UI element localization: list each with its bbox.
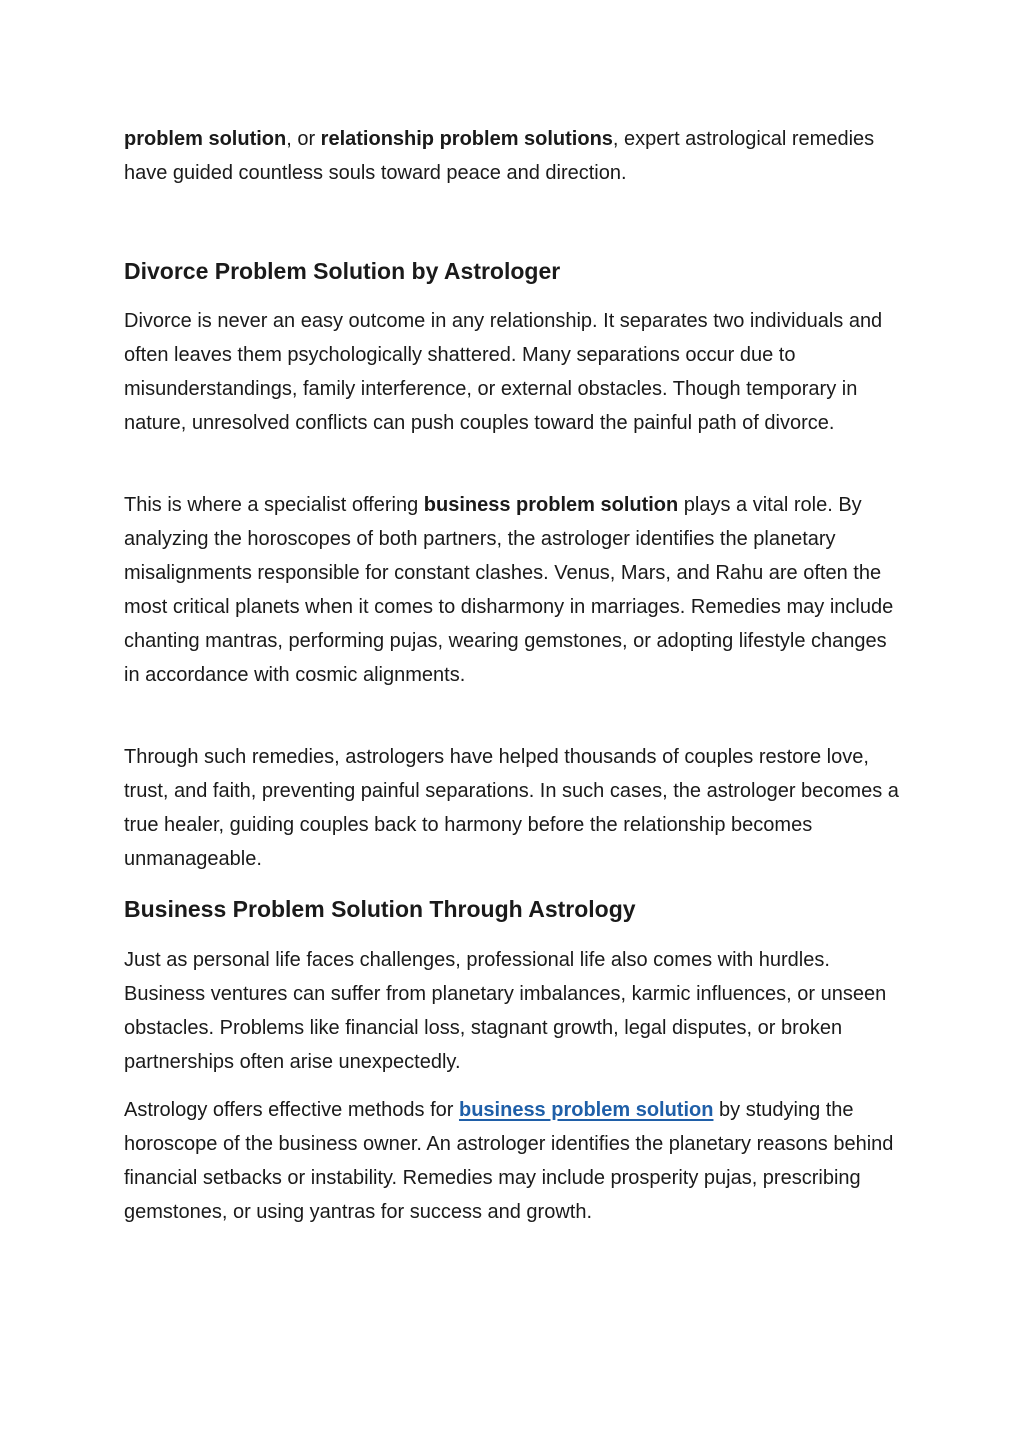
divorce-paragraph-1: Divorce is never an easy outcome in any relationship. It separates two individuals and often leaves them psychologically shattered. Many separations occur due to misunderstandings, family interference, or external obstacles. Though temporary in nature, unresolved conflicts can push couples toward the painful path of divorce. xyxy=(124,310,883,434)
divorce-paragraph-2-lead: This is where a specialist offering xyxy=(124,494,424,516)
business-paragraph-2 xyxy=(124,1093,904,1229)
divorce-paragraph-2 xyxy=(124,488,904,692)
intro-text: , or xyxy=(286,128,321,150)
intro-bold-problem-solution: problem solution xyxy=(124,128,287,150)
intro-text-continued: , expert astrological remedies have guided countless souls toward peace and direction. xyxy=(124,128,875,184)
divorce-paragraph-3: Through such remedies, astrologers have helped thousands of couples restore love, trust, and faith, preventing painful separations. In such cases, the astrologer becomes a true healer, guiding couples back to harmony before the relationship becomes unmanageable. xyxy=(124,746,899,870)
divorce-paragraph-2-rest: plays a vital role. By analyzing the horoscopes of both partners, the astrologer identifies the planetary misalignments responsible for constant clashes. Venus, Mars, and Rahu are often the most critical planets when it comes to disharmony in marriages. Remedies may include chanting mantras, performing pujas, wearing gemstones, or adopting lifestyle changes in accordance with cosmic alignments. xyxy=(124,494,894,686)
divorce-paragraph-2-bold: business problem solution xyxy=(423,494,679,516)
intro-bold-relationship-solutions: relationship problem solutions xyxy=(320,128,613,150)
business-paragraph-2-lead: Astrology offers effective methods for xyxy=(124,1099,459,1121)
business-paragraph-2-rest: by studying the horoscope of the business owner. An astrologer identifies the planetary reasons behind financial setbacks or instability. Remedies may include prosperity pujas, prescribing gemstones, or using yantras for success and growth. xyxy=(124,1099,894,1223)
intro-paragraph xyxy=(124,122,904,190)
business-paragraph-1: Just as personal life faces challenges, professional life also comes with hurdles. Business ventures can suffer from planetary imbalances, karmic influences, or unseen obstacles. Problems like financial loss, stagnant growth, legal disputes, or broken partnerships often arise unexpectedly. xyxy=(124,949,887,1073)
business-section-heading: Business Problem Solution Through Astrology xyxy=(124,896,636,922)
business-problem-solution-link[interactable]: business problem solution xyxy=(458,1099,714,1121)
divorce-section-heading: Divorce Problem Solution by Astrologer xyxy=(124,258,561,284)
